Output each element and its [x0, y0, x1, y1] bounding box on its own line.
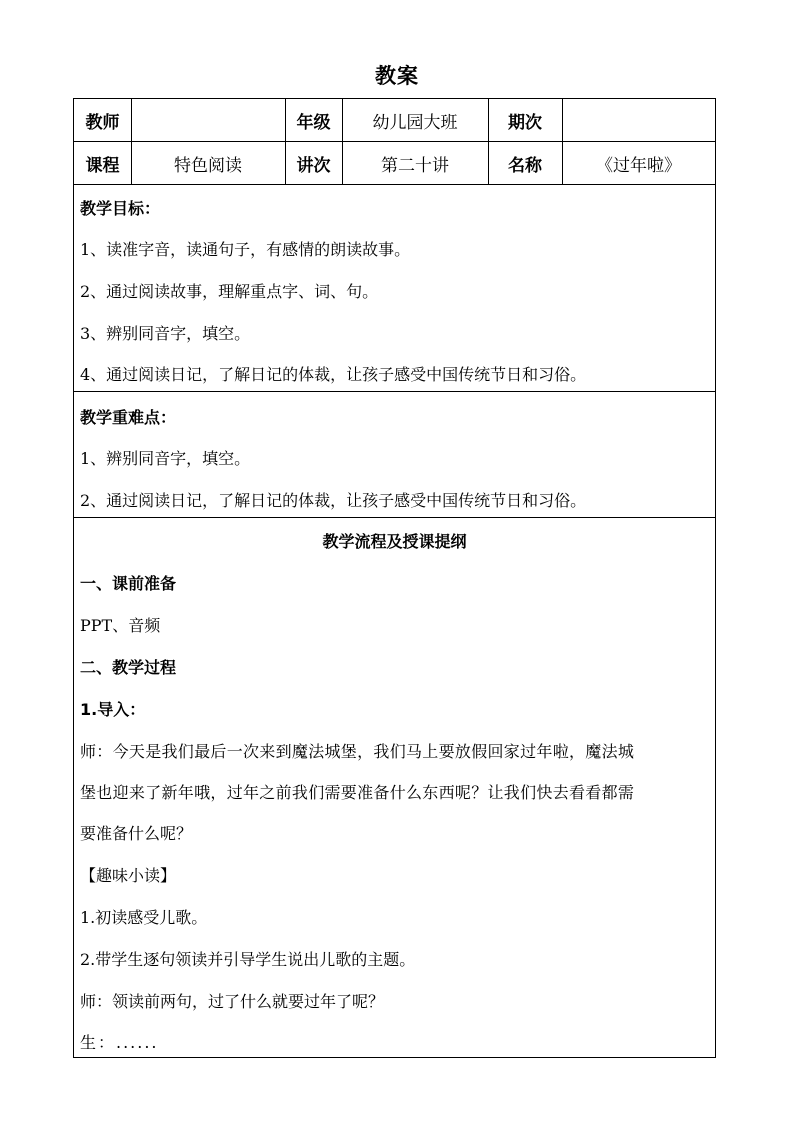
- key-point-item: 1、辨别同音字，填空。: [80, 449, 251, 468]
- goal-item: 3、辨别同音字，填空。: [80, 324, 251, 343]
- key-points-heading: 教学重难点：: [80, 408, 177, 427]
- section-divider: [74, 391, 715, 392]
- lecture-label: 讲次: [296, 155, 331, 176]
- goal-item: 4、通过阅读日记，了解日记的体裁，让孩子感受中国传统节日和习俗。: [80, 365, 587, 384]
- student-answer: 生：......: [80, 1033, 159, 1052]
- step-item: 2.带学生逐句领读并引导学生说出儿歌的主题。: [80, 950, 416, 969]
- goal-item: 2、通过阅读故事，理解重点字、词、句。: [80, 282, 379, 301]
- intro-heading: 1.导入：: [80, 700, 146, 719]
- grade-label: 年级: [296, 112, 331, 133]
- step-item: 1.初读感受儿歌。: [80, 908, 208, 927]
- period-label: 期次: [508, 112, 542, 133]
- process-heading: 教学流程及授课提纲: [322, 532, 467, 551]
- lesson-plan-table: [73, 98, 716, 1058]
- course-label: 课程: [85, 155, 120, 176]
- period-value: [562, 99, 715, 141]
- lecture-value: 第二十讲: [381, 155, 449, 176]
- document-title: 教案: [375, 64, 419, 88]
- name-value: 《过年啦》: [596, 155, 681, 176]
- course-value: 特色阅读: [174, 155, 242, 176]
- teaching-heading: 二、教学过程: [80, 658, 177, 677]
- teacher-label: 教师: [85, 112, 120, 133]
- intro-line: 要准备什么呢？: [80, 824, 193, 843]
- goals-heading: 教学目标：: [80, 199, 161, 218]
- intro-line: 堡也迎来了新年哦，过年之前我们需要准备什么东西呢？让我们快去看看都需: [80, 783, 635, 802]
- name-label: 名称: [508, 155, 542, 176]
- teacher-question: 师：领读前两句，过了什么就要过年了呢？: [80, 992, 385, 1011]
- goal-item: 1、读准字音，读通句子，有感情的朗读故事。: [80, 240, 411, 259]
- key-point-item: 2、通过阅读日记，了解日记的体裁，让孩子感受中国传统节日和习俗。: [80, 491, 587, 510]
- grade-value: 幼儿园大班: [372, 112, 458, 133]
- intro-line: 师：今天是我们最后一次来到魔法城堡，我们马上要放假回家过年啦，魔法城: [80, 742, 635, 761]
- prep-text: PPT、音频: [80, 616, 161, 635]
- fun-reading-label: 【趣味小读】: [80, 866, 177, 885]
- prep-heading: 一、课前准备: [80, 574, 177, 593]
- row-divider: [74, 184, 715, 185]
- teacher-value: [131, 99, 285, 141]
- section-divider: [74, 517, 715, 518]
